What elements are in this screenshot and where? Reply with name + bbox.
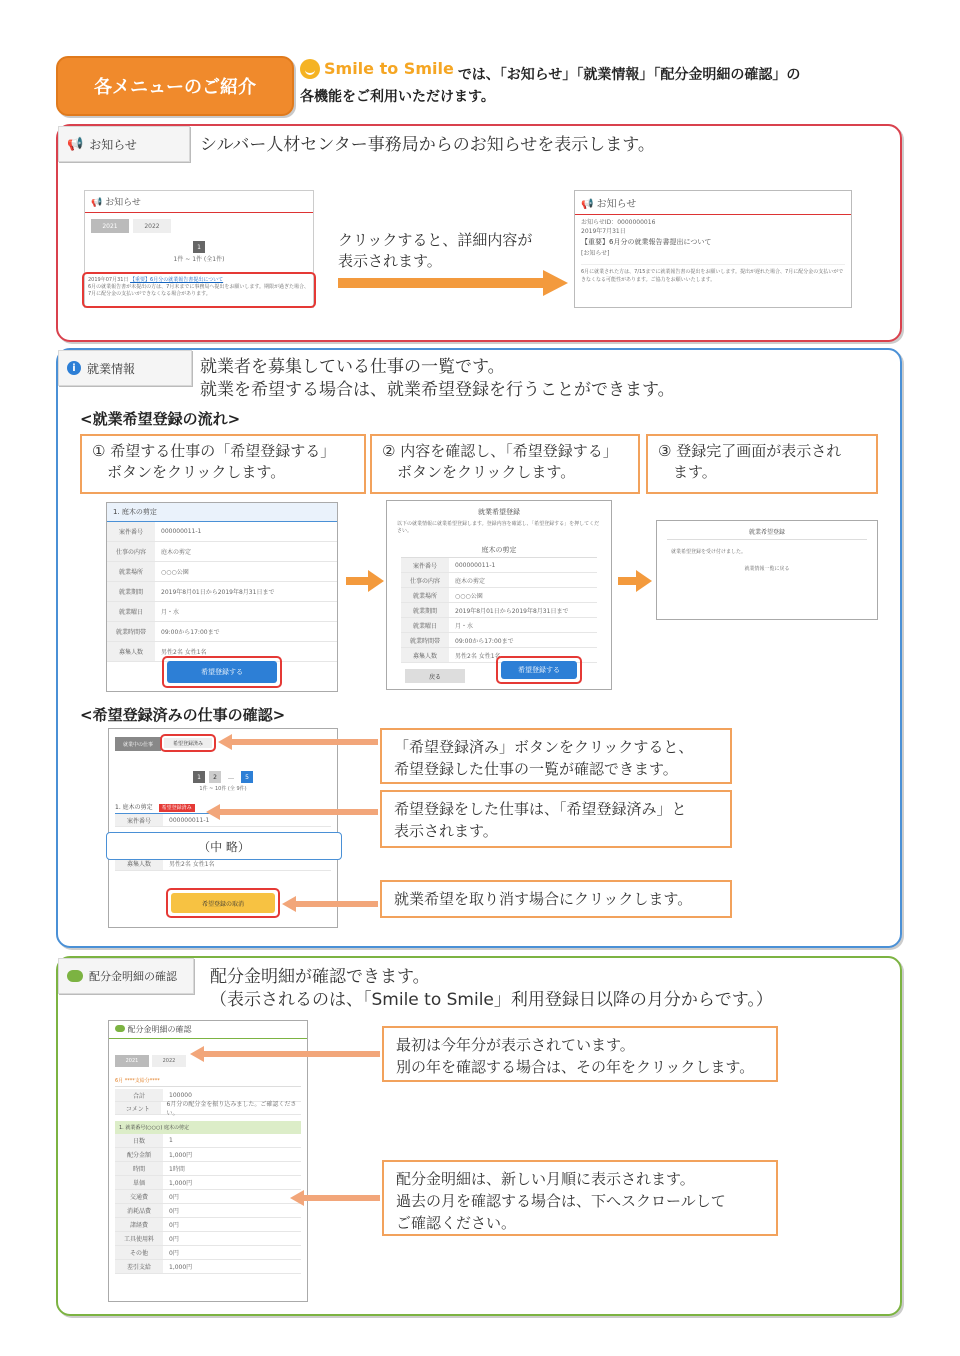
row-value: 月・水: [455, 622, 474, 630]
payment-group-title: 1. 就業番号(○○○) 庭木の剪定: [115, 1121, 301, 1134]
payment-screenshot: [108, 1020, 308, 1302]
row-key: 仕事の内容: [401, 573, 449, 587]
megaphone-icon: 📢: [91, 198, 103, 208]
row-key: 交通費: [115, 1190, 163, 1203]
tab-registered[interactable]: 希望登録済み: [164, 738, 212, 748]
year-tabs: [85, 213, 313, 235]
row-value: 09:00から17:00まで: [161, 629, 220, 636]
registration-complete-screenshot: [656, 520, 878, 620]
row-key: 就業曜日: [401, 618, 449, 632]
flow-step-1: [80, 434, 366, 494]
row-key: 日数: [115, 1134, 163, 1147]
row-key: 募集人数: [107, 642, 155, 661]
confirm-register-button[interactable]: 希望登録する: [501, 661, 577, 679]
callout-registered-tab: [380, 728, 732, 784]
payment-detail-table: [115, 1134, 301, 1274]
row-key: 工具使用料: [115, 1232, 163, 1245]
register-button[interactable]: 希望登録する: [167, 661, 277, 683]
register-button-highlight: [162, 656, 282, 688]
table-row: [401, 603, 597, 618]
year-tab[interactable]: 2021: [91, 219, 129, 233]
year-tab[interactable]: 2022: [133, 219, 171, 233]
tab-jobs-label: 就業情報: [87, 361, 136, 376]
registered-row-value: 000000011-1: [169, 816, 210, 824]
confirm-register-highlight: [496, 656, 582, 684]
row-value: 男性2名 女性1名: [161, 649, 207, 656]
row-value: 0円: [169, 1222, 179, 1229]
row-key: 案件番号: [401, 558, 449, 572]
job-title: 1. 庭木の剪定: [107, 503, 337, 522]
row-value: 男性2名 女性1名: [455, 652, 501, 660]
flow-step-1-line-2: ボタンをクリックします。: [92, 463, 286, 481]
flow-step-3: [646, 434, 878, 494]
row-value: 0円: [169, 1250, 179, 1257]
tab-notice-label: お知らせ: [89, 137, 137, 152]
table-row: [401, 588, 597, 603]
month-header: 6月 ****支給分****: [115, 1077, 301, 1087]
registered-item-title: 1. 庭木の剪定: [115, 804, 153, 811]
table-row: [115, 1232, 301, 1246]
table-row: [115, 1102, 301, 1115]
callout-month-order: [382, 1160, 778, 1236]
row-key: 就業時間帯: [401, 633, 449, 647]
click-instruction: [338, 230, 532, 272]
notice-item-date: 2019年07月31日: [88, 277, 129, 283]
payment-description: [210, 966, 773, 1012]
row-value: 庭木の剪定: [161, 549, 192, 556]
back-to-list-link[interactable]: 就業情報一覧に戻る: [744, 566, 790, 572]
jobs-description-line-1: 就業者を募集している仕事の一覧です。: [200, 357, 505, 377]
page-ellipsis: …: [228, 773, 234, 781]
callout-line: 「希望登録済み」ボタンをクリックすると、: [394, 738, 694, 756]
smile-face-icon: [300, 59, 320, 79]
table-row: [115, 1190, 301, 1204]
notice-item-body: 6月の就業報告書が未提出の方は、7月末までに事務局へ提出をお願いします。期限が過ぎた場合、7月に配分金の支払いができなくなる場合があります。: [88, 284, 309, 297]
notice-detail-screenshot: [574, 190, 852, 308]
tab-jobs: [58, 350, 192, 386]
table-row: [115, 1218, 301, 1232]
table-row: [115, 1246, 301, 1260]
registered-row-key: 募集人数: [115, 856, 163, 870]
callout-year-select: [382, 1026, 778, 1082]
registered-range: 1件 ~ 10件 (全 9件): [199, 786, 247, 792]
registered-row-key: 案件番号: [115, 814, 163, 826]
left-arrow-icon: [190, 1046, 382, 1062]
jobs-description: [200, 356, 675, 402]
row-key: 募集人数: [401, 648, 449, 662]
flow-step-2-line-1: ② 内容を確認し、「希望登録する」: [382, 442, 618, 460]
row-value: 6月分の配分金を振り込みました。ご確認ください。: [166, 1101, 297, 1117]
click-instruction-line-1: クリックすると、詳細内容が: [338, 231, 533, 249]
tab-payment-label: 配分金明細の確認: [89, 970, 177, 983]
row-value: 0円: [169, 1194, 179, 1201]
table-row: [107, 542, 337, 562]
cancel-button-highlight: [166, 888, 280, 918]
notice-detail-tag: [お知らせ]: [581, 250, 610, 257]
row-key: 消耗品費: [115, 1204, 163, 1217]
notice-detail-date: 2019年7月31日: [581, 228, 626, 235]
row-value: 000000011-1: [161, 528, 202, 535]
confirm-table: [401, 558, 597, 663]
confirm-note: 以下の就業情報に就業希望登録します。登録内容を確認し、「希望登録する」を押してください。: [397, 521, 600, 534]
notice-detail-id: お知らせID：0000000016: [581, 219, 656, 226]
payment-shot-title-text: 配分金明細の確認: [127, 1025, 192, 1034]
callout-line: 希望登録した仕事の一覧が確認できます。: [394, 760, 678, 778]
year-tab[interactable]: 2021: [115, 1055, 149, 1067]
callout-line: 過去の月を確認する場合は、下へスクロールして: [396, 1192, 726, 1210]
table-row: [115, 1204, 301, 1218]
flow-step-2-line-2: ボタンをクリックします。: [382, 463, 576, 481]
notice-detail-title-text: お知らせ: [596, 199, 637, 210]
table-row: [107, 602, 337, 622]
flow-heading: <就業希望登録の流れ>: [80, 410, 241, 428]
tab-current-jobs[interactable]: 就業中の仕事: [115, 737, 161, 751]
right-arrow-icon: [618, 570, 652, 592]
callout-line: 最初は今年分が表示されています。: [396, 1036, 635, 1054]
notice-list-title: [85, 191, 313, 213]
registered-row-value: 男性2名 女性1名: [169, 860, 215, 868]
row-value: 2019年8月01日から2019年8月31日まで: [455, 607, 569, 615]
row-value: 2019年8月01日から2019年8月31日まで: [161, 589, 275, 596]
complete-message: 就業希望登録を受け付けました。: [671, 549, 747, 555]
row-key: 案件番号: [107, 522, 155, 541]
row-key: その他: [115, 1246, 163, 1259]
row-value: ○○○公園: [455, 592, 483, 600]
notice-list-item[interactable]: [84, 274, 314, 301]
row-value: 1: [169, 1137, 173, 1144]
row-value: 1,000円: [169, 1152, 193, 1159]
megaphone-icon: 📢: [67, 136, 84, 152]
row-key: 単価: [115, 1176, 163, 1189]
table-row: [115, 1148, 301, 1162]
intro-line-1: では、「お知らせ」「就業情報」「配分金明細の確認」の: [457, 67, 801, 83]
table-row: [401, 573, 597, 588]
row-key: 差引支給: [115, 1260, 163, 1273]
row-key: 就業時間帯: [107, 622, 155, 641]
callout-line: 配分金明細は、新しい月順に表示されます。: [396, 1170, 695, 1188]
smile-logo: [300, 58, 454, 80]
right-arrow-icon: [338, 268, 570, 298]
page-button[interactable]: 5: [241, 771, 253, 783]
table-row: [401, 618, 597, 633]
notice-detail-headline: 【重要】6月分の就業報告書提出について: [581, 238, 712, 246]
row-key: 就業場所: [107, 562, 155, 581]
confirm-title: 就業希望登録: [478, 508, 520, 516]
year-tab[interactable]: 2022: [152, 1055, 186, 1067]
row-key: 就業曜日: [107, 602, 155, 621]
jobs-description-line-2: 就業を希望する場合は、就業希望登録を行うことができます。: [200, 380, 675, 400]
row-key: 就業期間: [401, 603, 449, 617]
notice-detail-meta: [575, 215, 851, 284]
row-value: 100000: [169, 1091, 192, 1099]
intro-line-2: 各機能をご利用いただけます。: [300, 89, 495, 105]
row-key: 就業場所: [401, 588, 449, 602]
menu-intro-badge: 各メニューのご紹介: [56, 56, 294, 116]
row-value: ○○○公園: [161, 569, 189, 576]
page-button[interactable]: 1: [193, 771, 205, 783]
table-row: [115, 1134, 301, 1148]
row-value: 0円: [169, 1208, 179, 1215]
table-row: [115, 1162, 301, 1176]
page-button[interactable]: 2: [209, 771, 221, 783]
page-button[interactable]: 1: [193, 241, 205, 253]
callout-registered-badge: [380, 790, 732, 848]
callout-line: 希望登録をした仕事は、「希望登録済み」と: [394, 800, 687, 818]
piggy-bank-icon: [67, 970, 83, 982]
row-value: 0円: [169, 1236, 179, 1243]
table-row: [115, 1176, 301, 1190]
payment-shot-title: [109, 1021, 307, 1039]
complete-title: 就業希望登録: [667, 521, 867, 540]
left-arrow-icon: [290, 1190, 382, 1206]
right-arrow-icon: [346, 570, 384, 592]
row-value: 1,000円: [169, 1180, 193, 1187]
table-row: [107, 622, 337, 642]
callout-line: 別の年を確認する場合は、その年をクリックします。: [396, 1058, 755, 1076]
row-value: 000000011-1: [455, 561, 496, 569]
row-value: 1時間: [169, 1166, 185, 1173]
row-value: 1,000円: [169, 1264, 193, 1271]
row-value: 月・水: [161, 609, 180, 616]
registered-badge: 希望登録済み: [159, 804, 195, 812]
flow-step-3-line-2: ます。: [658, 463, 717, 481]
row-key: 就業期間: [107, 582, 155, 601]
page-range: 1件 ~ 1件 (全1件): [173, 256, 225, 263]
notice-detail-title: [575, 191, 851, 215]
callout-line: 就業希望を取り消す場合にクリックします。: [394, 890, 693, 908]
tab-payment: [58, 958, 194, 994]
info-icon: i: [67, 361, 81, 375]
left-arrow-icon: [282, 896, 380, 912]
notice-item-title[interactable]: 【重要】6月分の就業報告書提出について: [130, 277, 224, 283]
job-detail-table: [107, 522, 337, 662]
flow-step-3-line-1: ③ 登録完了画面が表示され: [658, 442, 842, 460]
megaphone-icon: 📢: [581, 199, 594, 210]
notice-list-title-text: お知らせ: [105, 198, 141, 208]
registered-heading: <希望登録済みの仕事の確認>: [80, 706, 286, 724]
left-arrow-icon: [218, 734, 380, 750]
table-row: [107, 562, 337, 582]
omitted-label: （中 略）: [106, 832, 342, 860]
left-arrow-icon: [206, 804, 380, 820]
confirm-subtitle: 庭木の剪定: [401, 539, 597, 558]
row-key: 合計: [115, 1089, 163, 1101]
row-key: 時間: [115, 1162, 163, 1175]
flow-step-2: [370, 434, 640, 494]
notice-description: シルバー人材センター事務局からのお知らせを表示します。: [200, 135, 655, 155]
pagination: [109, 771, 337, 783]
brand-name: Smile to Smile: [324, 59, 454, 78]
callout-line: ご確認ください。: [396, 1214, 517, 1232]
cancel-registration-button[interactable]: 希望登録の取消: [171, 893, 275, 913]
row-value: 09:00から17:00まで: [455, 637, 514, 645]
row-key: 配分金額: [115, 1148, 163, 1161]
intro-text: [300, 58, 940, 108]
table-row: [107, 522, 337, 542]
click-instruction-line-2: 表示されます。: [338, 252, 442, 270]
flow-step-1-line-1: ① 希望する仕事の「希望登録する」: [92, 442, 336, 460]
row-key: 諸経費: [115, 1218, 163, 1231]
payment-description-line-2: （表示されるのは、「Smile to Smile」利用登録日以降の月分からです。）: [210, 990, 773, 1010]
back-button[interactable]: 戻る: [405, 669, 465, 683]
payment-description-line-1: 配分金明細が確認できます。: [210, 967, 430, 987]
registered-tab-highlight: [160, 734, 216, 752]
callout-cancel: [380, 880, 732, 918]
payment-summary-table: [115, 1089, 301, 1115]
row-key: コメント: [115, 1102, 161, 1114]
row-key: 仕事の内容: [107, 542, 155, 561]
table-row: [115, 1260, 301, 1274]
tab-notice: [58, 126, 190, 162]
notice-detail-body: 6月に就業された方は、7/15までに就業報告書の提出をお願いします。提出が遅れた場合、7月に配分金の支払いができなくなる可能性があります。ご協力をお願いいたします。: [581, 264, 845, 284]
callout-line: 表示されます。: [394, 822, 498, 840]
notice-item-highlight: [82, 272, 316, 308]
table-row: [401, 558, 597, 573]
piggy-bank-icon: [115, 1025, 125, 1032]
row-value: 庭木の剪定: [455, 577, 486, 585]
table-row: [401, 633, 597, 648]
table-row: [107, 582, 337, 602]
